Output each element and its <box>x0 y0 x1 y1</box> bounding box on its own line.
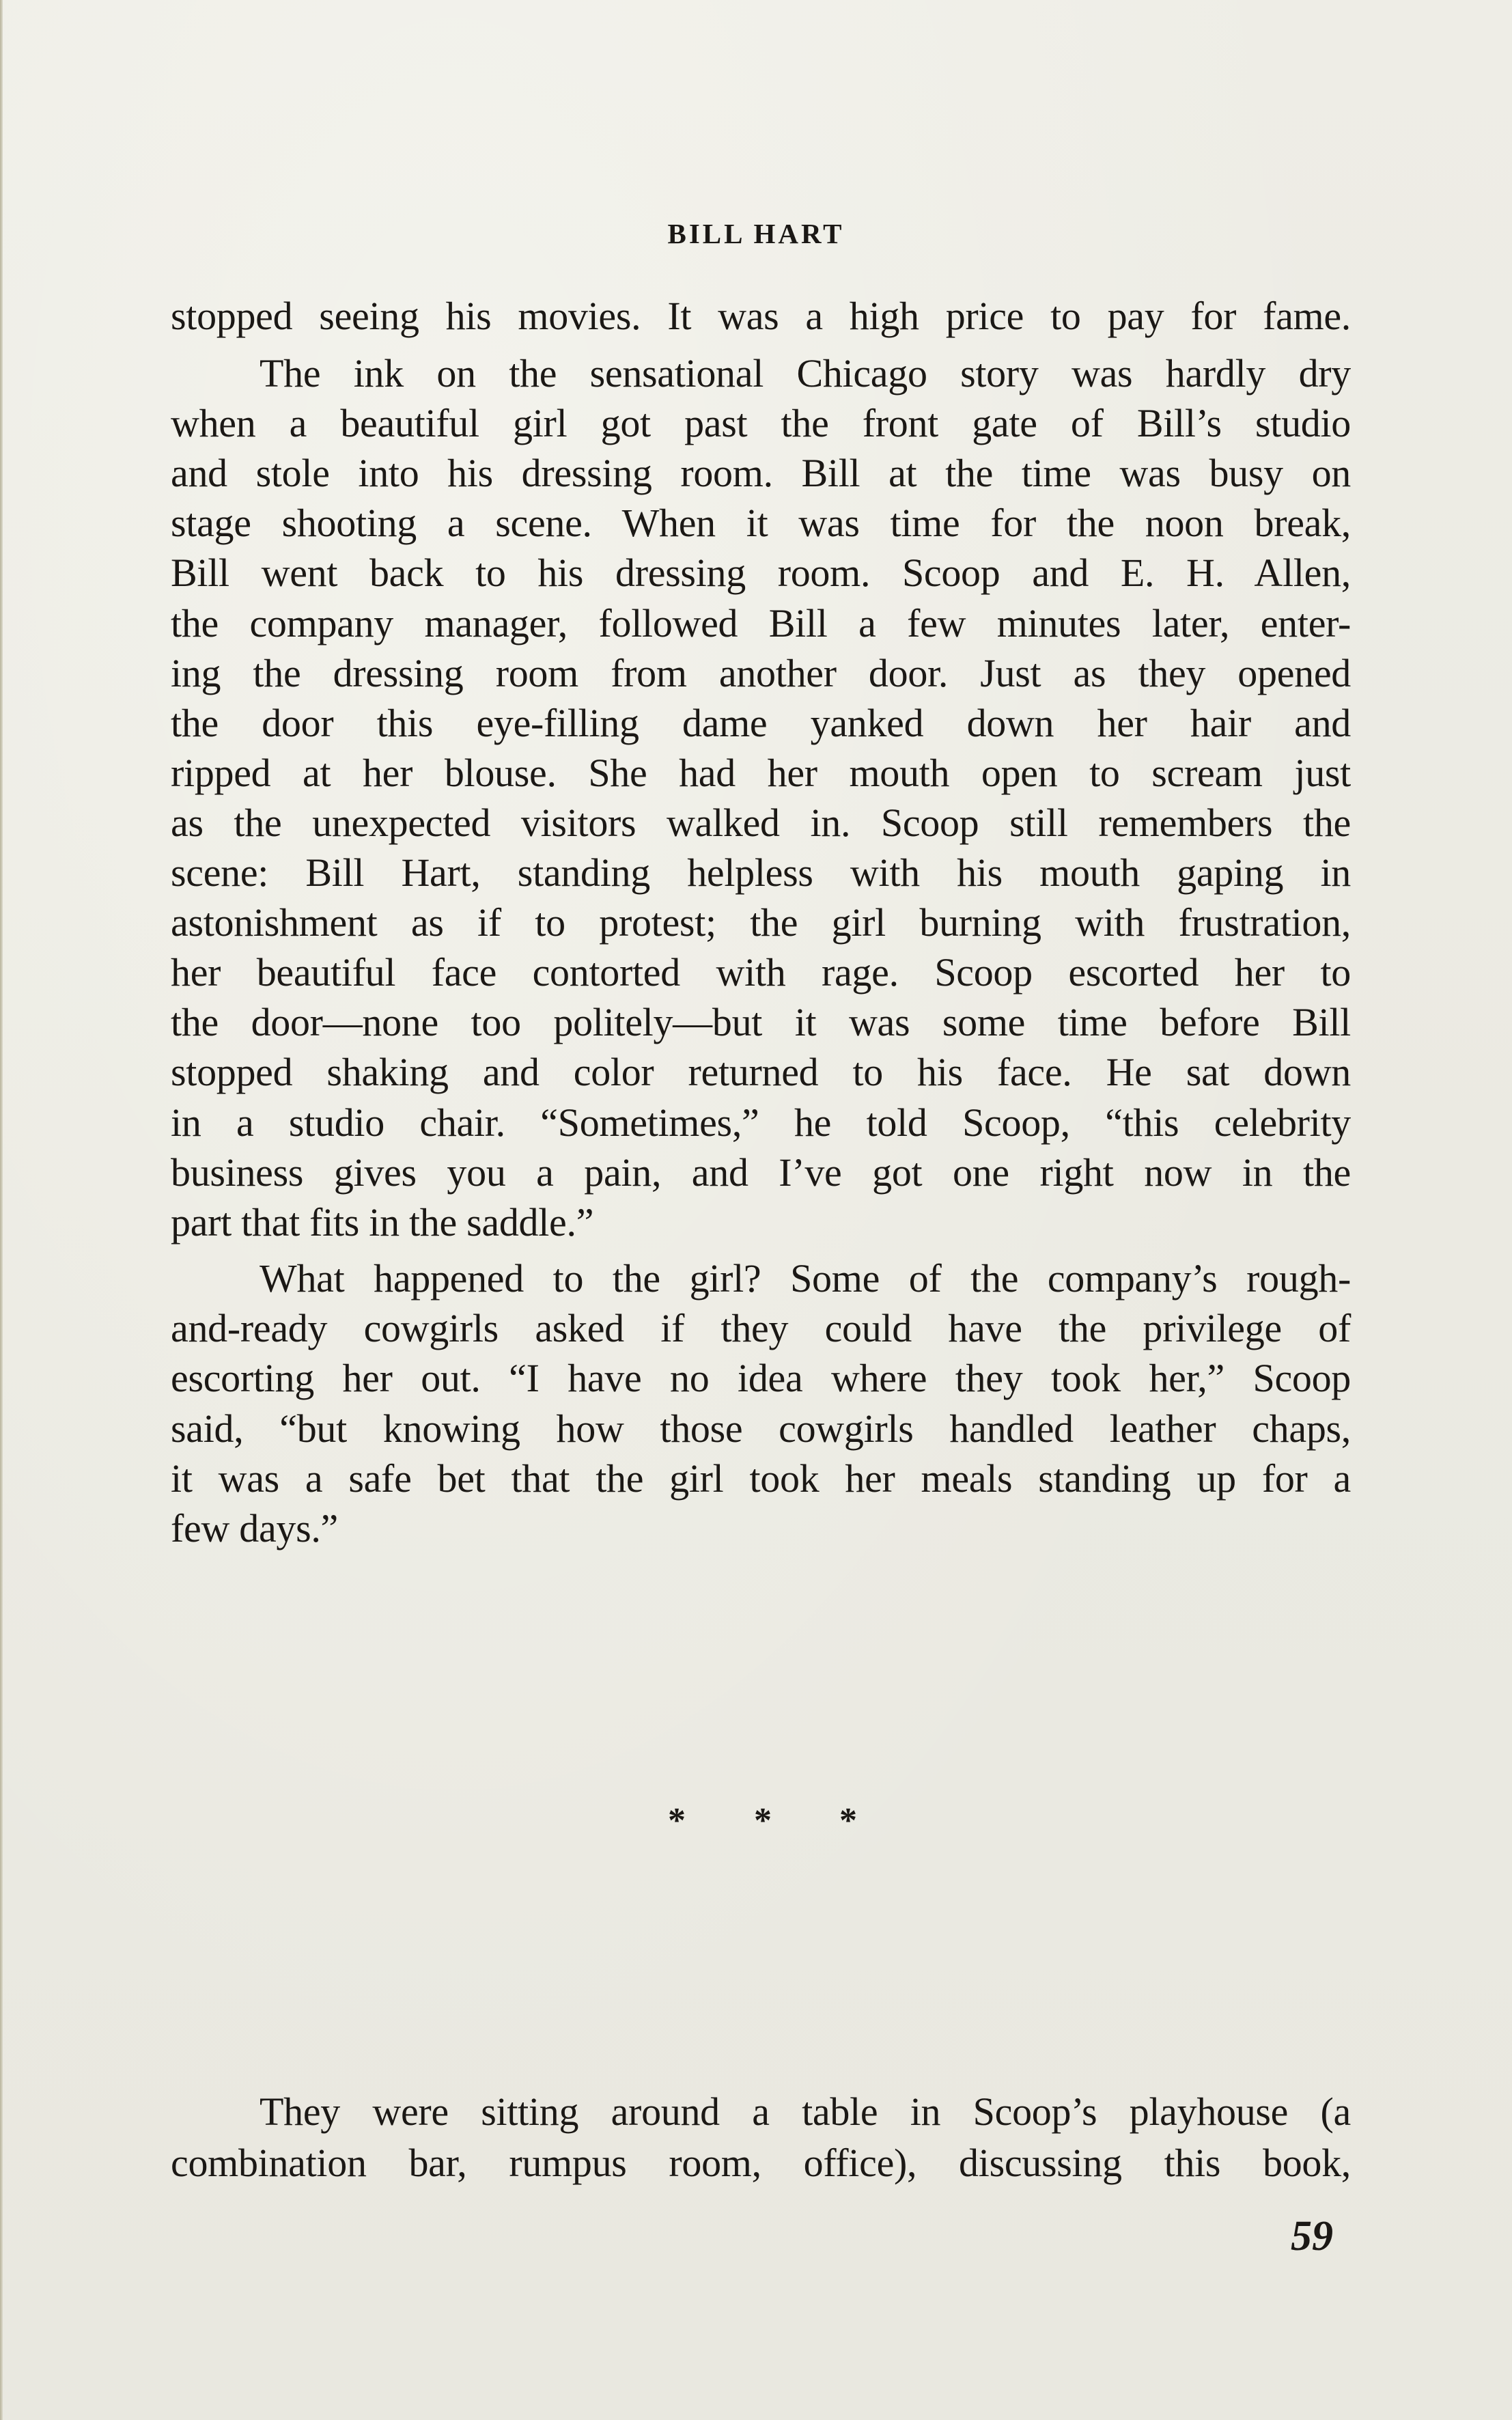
text-line: in a studio chair. “Sometimes,” he told Scoop, “this celebrity <box>171 1100 1351 1145</box>
text-line: said, “but knowing how those cowgirls handled leather chaps, <box>171 1406 1351 1451</box>
text-line: few days.” <box>171 1506 339 1550</box>
text-line: ripped at her blouse. She had her mouth open to scream just <box>171 751 1351 795</box>
text-line: Bill went back to his dressing room. Scoop and E. H. Allen, <box>171 551 1351 595</box>
section-break-asterisk: * <box>839 1801 857 1840</box>
page-edge <box>0 0 3 2420</box>
section-break <box>0 1800 1512 1841</box>
text-line: her beautiful face contorted with rage. Scoop escorted her to <box>171 950 1351 995</box>
text-line: ing the dressing room from another door. Just as they opened <box>171 651 1351 695</box>
text-line: They were sitting around a table in Scoop’s playhouse (a <box>260 2089 1351 2134</box>
text-line: the door this eye-filling dame yanked down her hair and <box>171 701 1351 745</box>
text-line: and-ready cowgirls asked if they could have the privilege of <box>171 1306 1351 1350</box>
text-line: it was a safe bet that the girl took her meals standing up for a <box>171 1456 1351 1501</box>
text-line: the door—none too politely—but it was some time before Bill <box>171 1000 1351 1044</box>
text-line: astonishment as if to protest; the girl burning with frustration, <box>171 900 1351 945</box>
running-head: BILL HART <box>667 218 845 249</box>
text-line: stopped seeing his movies. It was a high price to pay for fame. <box>171 294 1351 338</box>
text-line: when a beautiful girl got past the front gate of Bill’s studio <box>171 401 1351 445</box>
text-line: business gives you a pain, and I’ve got one right now in the <box>171 1150 1351 1195</box>
text-line: What happened to the girl? Some of the company’s rough- <box>260 1256 1351 1301</box>
text-line: escorting her out. “I have no idea where they took her,” Scoop <box>171 1356 1351 1400</box>
section-break-asterisk: * <box>668 1801 686 1840</box>
text-line: scene: Bill Hart, standing helpless with his mouth gaping in <box>171 850 1351 895</box>
text-line: The ink on the sensational Chicago story was hardly dry <box>260 351 1351 395</box>
text-line: stage shooting a scene. When it was time for the noon break, <box>171 501 1351 545</box>
text-line: combination bar, rumpus room, office), discussing this book, <box>171 2141 1351 2185</box>
text-line: stopped shaking and color returned to his face. He sat down <box>171 1050 1351 1094</box>
page-number: 59 <box>1291 2213 1333 2259</box>
text-line: the company manager, followed Bill a few minutes later, enter- <box>171 601 1351 645</box>
text-line: as the unexpected visitors walked in. Scoop still remembers the <box>171 801 1351 845</box>
section-break-asterisk: * <box>754 1801 772 1840</box>
text-line: and stole into his dressing room. Bill at the time was busy on <box>171 451 1351 495</box>
text-line: part that fits in the saddle.” <box>171 1200 594 1244</box>
